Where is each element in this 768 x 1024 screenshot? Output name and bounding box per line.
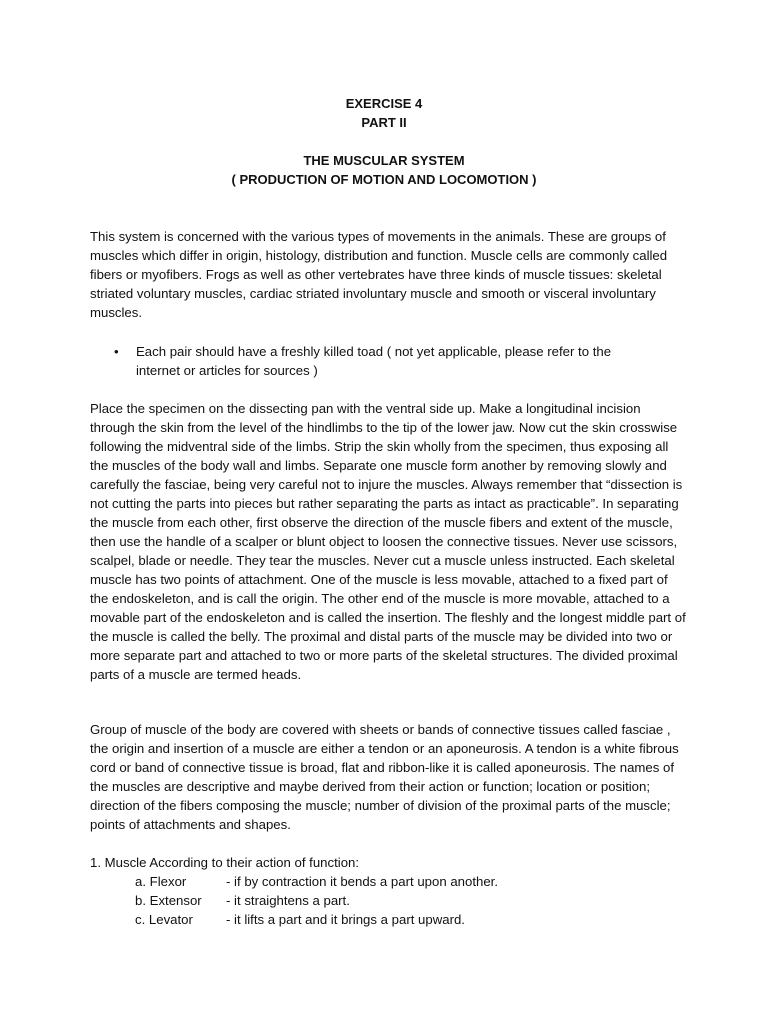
fasciae-paragraph: Group of muscle of the body are covered with sheets or bands of connective tissues called fasciae , the origin and insertion of a muscle are either a tendon or an aponeurosis. A tendon is a white fibrous cord or band of connective tissue is broad, flat and ribbon-like it is called aponeurosis. The names of the muscles are descriptive and maybe derived from their action or function; location or position; direction of the fibers composing the muscle; number of division of the proximal parts of the muscle; points of attachments and shapes.: [90, 722, 679, 832]
list-item-term: a. Flexor: [135, 874, 187, 889]
intro-paragraph: This system is concerned with the various types of movements in the animals. These are groups of muscles which differ in origin, histology, distribution and function. Muscle cells are commonly called fibers or myofibers. Frogs as well as other vertebrates have three kinds of muscle tissues: skeletal striated voluntary muscles, cardiac striated involuntary muscle and smooth or visceral involuntary muscles.: [90, 229, 668, 320]
bullet-text: Each pair should have a freshly killed toad ( not yet applicable, please refer to the internet or articles for sources ): [136, 344, 612, 378]
exercise-heading: [0, 94, 768, 132]
list-item-definition: - it lifts a part and it brings a part upward.: [226, 912, 465, 927]
list-item-definition: - it straightens a part.: [226, 893, 350, 908]
exercise-part: PART II: [361, 115, 407, 130]
bullet-icon: •: [114, 344, 119, 359]
exercise-number: EXERCISE 4: [345, 96, 423, 111]
list-item-definition: - if by contraction it bends a part upon another.: [226, 874, 498, 889]
list-item-term: b. Extensor: [135, 893, 202, 908]
classification-title: 1. Muscle According to their action of function:: [90, 855, 360, 870]
procedure-paragraph: Place the specimen on the dissecting pan with the ventral side up. Make a longitudinal incision through the skin from the level of the hindlimbs to the tip of the lower jaw. Now cut the skin crosswise following the midventral side of the limbs. Strip the skin wholly from the specimen, thus exposing all the muscles of the body wall and limbs. Separate one muscle form another by removing slowly and carefully the fasciae, being very careful not to injure the muscles. Always remember that “dissection is not cutting the parts into pieces but rather separating the parts as intact as practicable”. In separating the muscle from each other, first observe the direction of the muscle fibers and extent of the muscle, then use the handle of a scalper or blunt object to loosen the connective tissues. Never use scissors, scalpel, blade or needle. They tear the muscles. Never cut a muscle unless instructed. Each skeletal muscle has two points of attachment. One of the muscle is less movable, attached to a fixed part of the endoskeleton, and is call the origin. The other end of the muscle is more movable, attached to a movable part of the endoskeleton and is called the insertion. The fleshly and the longest middle part of the muscle is called the belly. The proximal and distal parts of the muscle may be divided into two or more separate part and attached to two or more parts of the skeletal structures. The divided proximal parts of a muscle are termed heads.: [90, 401, 686, 682]
document-title-block: [0, 151, 768, 189]
document-title: THE MUSCULAR SYSTEM: [303, 153, 465, 168]
document-subtitle: ( PRODUCTION OF MOTION AND LOCOMOTION ): [231, 172, 537, 187]
list-item-term: c. Levator: [135, 912, 193, 927]
